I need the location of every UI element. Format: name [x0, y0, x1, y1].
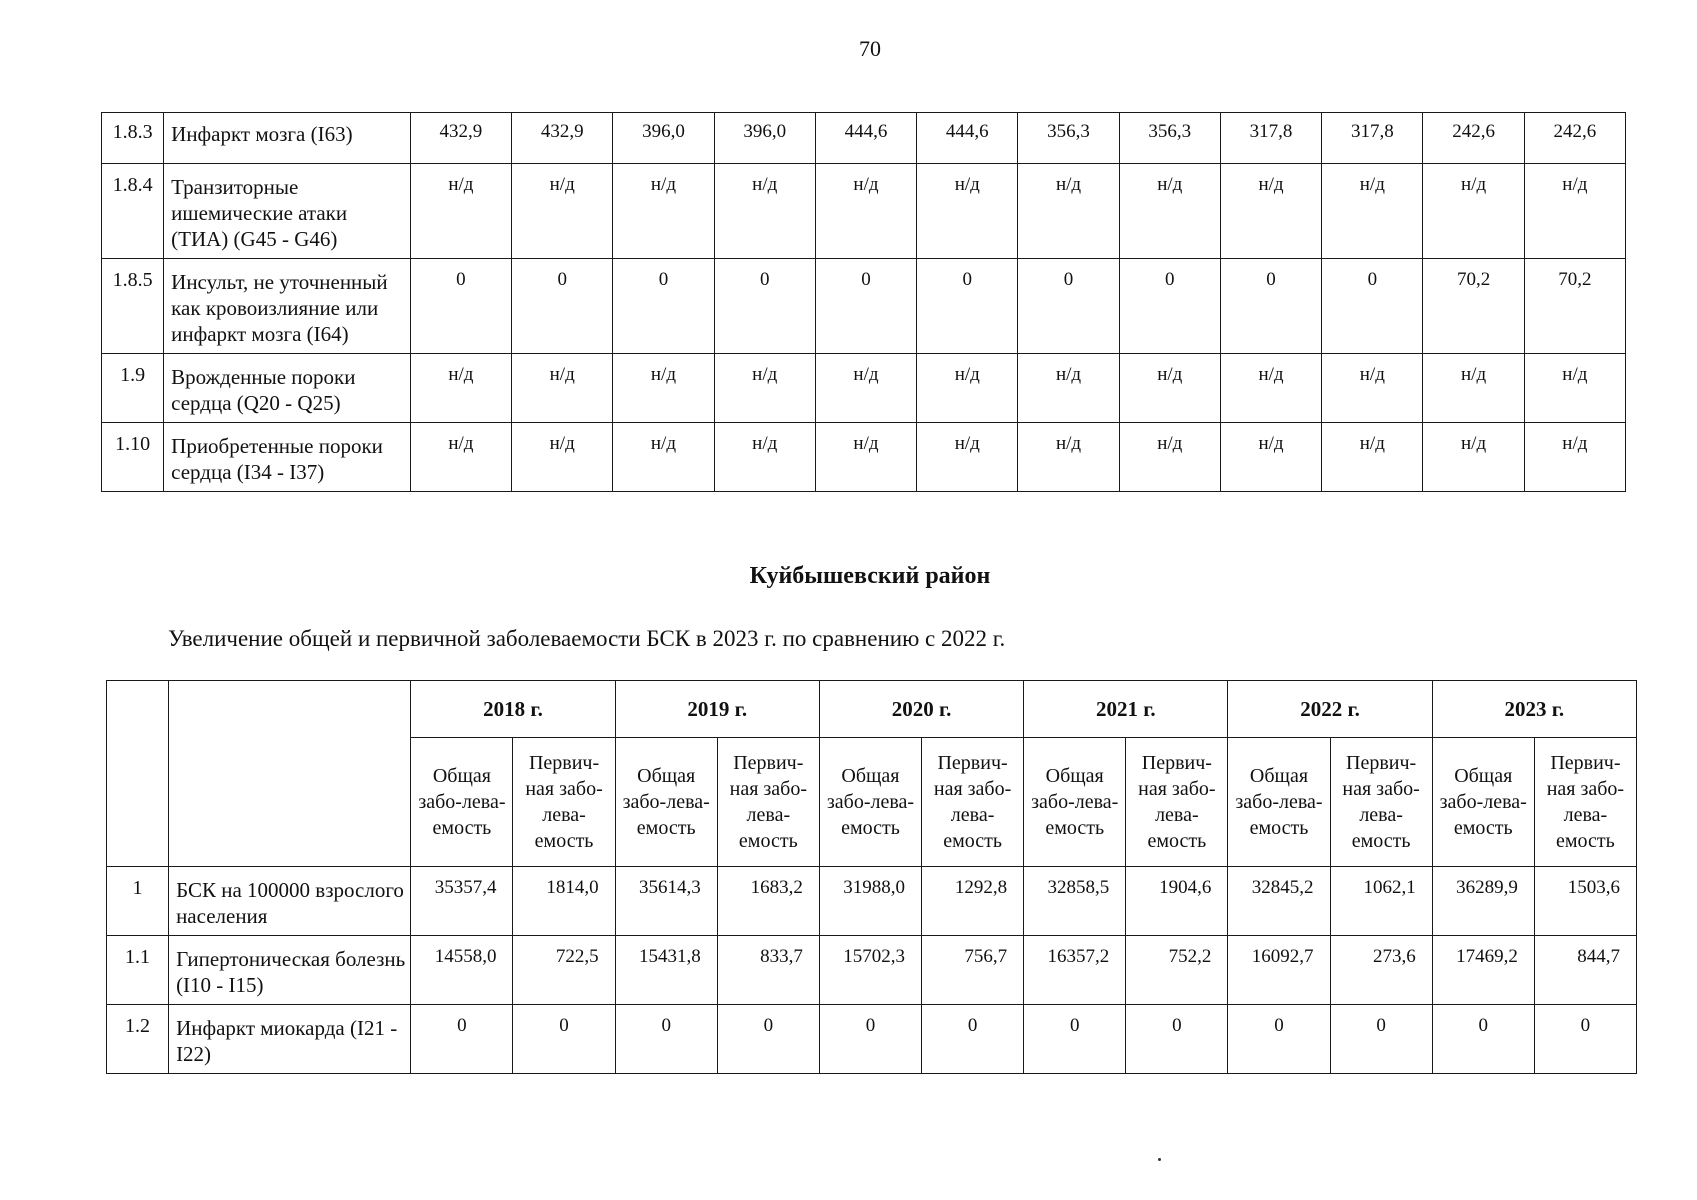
row-code: 1.8.4 [102, 164, 164, 259]
year-header: 2022 г. [1228, 681, 1432, 738]
value-cell: 35614,3 [615, 867, 717, 936]
value-cell: 432,9 [512, 113, 613, 164]
section-title: Куйбышевский район [749, 563, 991, 589]
general-morbidity-header: Общая забо-лева-емость [411, 738, 513, 867]
value-cell: 0 [615, 1005, 717, 1074]
value-cell: 0 [1126, 1005, 1228, 1074]
value-cell: 0 [815, 259, 916, 354]
value-cell: н/д [1119, 423, 1220, 492]
row-code: 1.2 [107, 1005, 169, 1074]
value-cell: н/д [512, 164, 613, 259]
value-cell: 317,8 [1322, 113, 1423, 164]
year-header: 2021 г. [1024, 681, 1228, 738]
value-cell: 0 [714, 259, 815, 354]
value-cell: н/д [917, 354, 1018, 423]
table-row [102, 259, 1626, 354]
value-cell: 0 [1534, 1005, 1636, 1074]
data-table-top [101, 112, 1626, 492]
value-cell: 0 [1220, 259, 1321, 354]
stray-dot [1158, 1158, 1161, 1161]
value-cell: 32845,2 [1228, 867, 1330, 936]
table-row [107, 867, 1637, 936]
value-cell: 14558,0 [411, 936, 513, 1005]
page-number: 70 [859, 36, 881, 61]
value-cell: 0 [819, 1005, 921, 1074]
primary-morbidity-header: Первич-ная забо-лева-емость [1330, 738, 1432, 867]
value-cell: н/д [1423, 354, 1524, 423]
value-cell: 242,6 [1524, 113, 1625, 164]
value-cell: 752,2 [1126, 936, 1228, 1005]
header-row-years [107, 681, 1637, 738]
row-name: Гипертоническая болезнь (I10 - I15) [169, 936, 411, 1005]
value-cell: н/д [1018, 423, 1119, 492]
value-cell: 70,2 [1423, 259, 1524, 354]
value-cell: н/д [512, 354, 613, 423]
general-morbidity-header: Общая забо-лева-емость [1228, 738, 1330, 867]
value-cell: н/д [1220, 423, 1321, 492]
value-cell: н/д [1119, 354, 1220, 423]
value-cell: 0 [512, 259, 613, 354]
row-name: Инфаркт мозга (I63) [164, 113, 411, 164]
row-code: 1.8.5 [102, 259, 164, 354]
primary-morbidity-header: Первич-ная забо-лева-емость [922, 738, 1024, 867]
primary-morbidity-header: Первич-ная забо-лева-емость [1126, 738, 1228, 867]
row-name: Транзиторные ишемические атаки (ТИА) (G45 - G46) [164, 164, 411, 259]
value-cell: 31988,0 [819, 867, 921, 936]
value-cell: 0 [922, 1005, 1024, 1074]
value-cell: н/д [410, 354, 511, 423]
value-cell: н/д [714, 423, 815, 492]
value-cell: 15431,8 [615, 936, 717, 1005]
value-cell: н/д [714, 354, 815, 423]
value-cell: 722,5 [513, 936, 615, 1005]
value-cell: 396,0 [613, 113, 714, 164]
data-table-bottom [106, 680, 1637, 1074]
value-cell: н/д [1220, 164, 1321, 259]
primary-morbidity-header: Первич-ная забо-лева-емость [1534, 738, 1636, 867]
value-cell: 1062,1 [1330, 867, 1432, 936]
value-cell: 1292,8 [922, 867, 1024, 936]
table-row [102, 113, 1626, 164]
row-code: 1.10 [102, 423, 164, 492]
row-code: 1.8.3 [102, 113, 164, 164]
value-cell: 15702,3 [819, 936, 921, 1005]
value-cell: 356,3 [1119, 113, 1220, 164]
value-cell: 317,8 [1220, 113, 1321, 164]
primary-morbidity-header: Первич-ная забо-лева-емость [513, 738, 615, 867]
value-cell: 756,7 [922, 936, 1024, 1005]
value-cell: 0 [1018, 259, 1119, 354]
value-cell: н/д [917, 164, 1018, 259]
table-row [102, 354, 1626, 423]
table-row [107, 936, 1637, 1005]
row-name: Врожденные пороки сердца (Q20 - Q25) [164, 354, 411, 423]
value-cell: 1683,2 [717, 867, 819, 936]
value-cell: 0 [613, 259, 714, 354]
table-subtitle: Увеличение общей и первичной заболеваемости БСК в 2023 г. по сравнению с 2022 г. [168, 626, 1006, 651]
value-cell: 0 [411, 1005, 513, 1074]
value-cell: 1904,6 [1126, 867, 1228, 936]
header-code-cell [107, 681, 169, 867]
row-name: БСК на 100000 взрослого населения [169, 867, 411, 936]
row-name: Приобретенные пороки сердца (I34 - I37) [164, 423, 411, 492]
value-cell: 32858,5 [1024, 867, 1126, 936]
value-cell: 432,9 [410, 113, 511, 164]
value-cell: 242,6 [1423, 113, 1524, 164]
table-row [102, 423, 1626, 492]
value-cell: 0 [1330, 1005, 1432, 1074]
year-header: 2019 г. [615, 681, 819, 738]
value-cell: 35357,4 [411, 867, 513, 936]
value-cell: 0 [1432, 1005, 1534, 1074]
value-cell: 396,0 [714, 113, 815, 164]
value-cell: н/д [1322, 354, 1423, 423]
value-cell: 0 [410, 259, 511, 354]
value-cell: н/д [1423, 164, 1524, 259]
value-cell: 16357,2 [1024, 936, 1126, 1005]
value-cell: 16092,7 [1228, 936, 1330, 1005]
value-cell: н/д [815, 354, 916, 423]
value-cell: 0 [1322, 259, 1423, 354]
value-cell: н/д [613, 354, 714, 423]
table-row [102, 164, 1626, 259]
general-morbidity-header: Общая забо-лева-емость [615, 738, 717, 867]
value-cell: 356,3 [1018, 113, 1119, 164]
value-cell: 0 [513, 1005, 615, 1074]
value-cell: н/д [1018, 354, 1119, 423]
value-cell: 70,2 [1524, 259, 1625, 354]
general-morbidity-header: Общая забо-лева-емость [1024, 738, 1126, 867]
value-cell: 844,7 [1534, 936, 1636, 1005]
value-cell: н/д [1524, 164, 1625, 259]
value-cell: н/д [1322, 423, 1423, 492]
primary-morbidity-header: Первич-ная забо-лева-емость [717, 738, 819, 867]
value-cell: 36289,9 [1432, 867, 1534, 936]
row-code: 1.1 [107, 936, 169, 1005]
value-cell: 1503,6 [1534, 867, 1636, 936]
value-cell: 444,6 [815, 113, 916, 164]
value-cell: н/д [1119, 164, 1220, 259]
value-cell: н/д [1018, 164, 1119, 259]
value-cell: н/д [613, 164, 714, 259]
value-cell: н/д [613, 423, 714, 492]
value-cell: н/д [1524, 423, 1625, 492]
table-row [107, 1005, 1637, 1074]
value-cell: н/д [815, 423, 916, 492]
value-cell: н/д [1524, 354, 1625, 423]
value-cell: н/д [1220, 354, 1321, 423]
year-header: 2023 г. [1432, 681, 1636, 738]
row-code: 1 [107, 867, 169, 936]
row-code: 1.9 [102, 354, 164, 423]
value-cell: 1814,0 [513, 867, 615, 936]
row-name: Инсульт, не уточненный как кровоизлияние или инфаркт мозга (I64) [164, 259, 411, 354]
general-morbidity-header: Общая забо-лева-емость [1432, 738, 1534, 867]
value-cell: н/д [1322, 164, 1423, 259]
value-cell: н/д [917, 423, 1018, 492]
value-cell: 17469,2 [1432, 936, 1534, 1005]
value-cell: 0 [917, 259, 1018, 354]
value-cell: н/д [410, 423, 511, 492]
value-cell: 444,6 [917, 113, 1018, 164]
value-cell: н/д [410, 164, 511, 259]
year-header: 2020 г. [819, 681, 1023, 738]
value-cell: 0 [717, 1005, 819, 1074]
value-cell: 0 [1119, 259, 1220, 354]
row-name: Инфаркт миокарда (I21 - I22) [169, 1005, 411, 1074]
value-cell: 0 [1024, 1005, 1126, 1074]
general-morbidity-header: Общая забо-лева-емость [819, 738, 921, 867]
value-cell: 273,6 [1330, 936, 1432, 1005]
value-cell: н/д [1423, 423, 1524, 492]
year-header: 2018 г. [411, 681, 615, 738]
value-cell: н/д [714, 164, 815, 259]
value-cell: 833,7 [717, 936, 819, 1005]
value-cell: н/д [815, 164, 916, 259]
header-name-cell [169, 681, 411, 867]
value-cell: н/д [512, 423, 613, 492]
value-cell: 0 [1228, 1005, 1330, 1074]
